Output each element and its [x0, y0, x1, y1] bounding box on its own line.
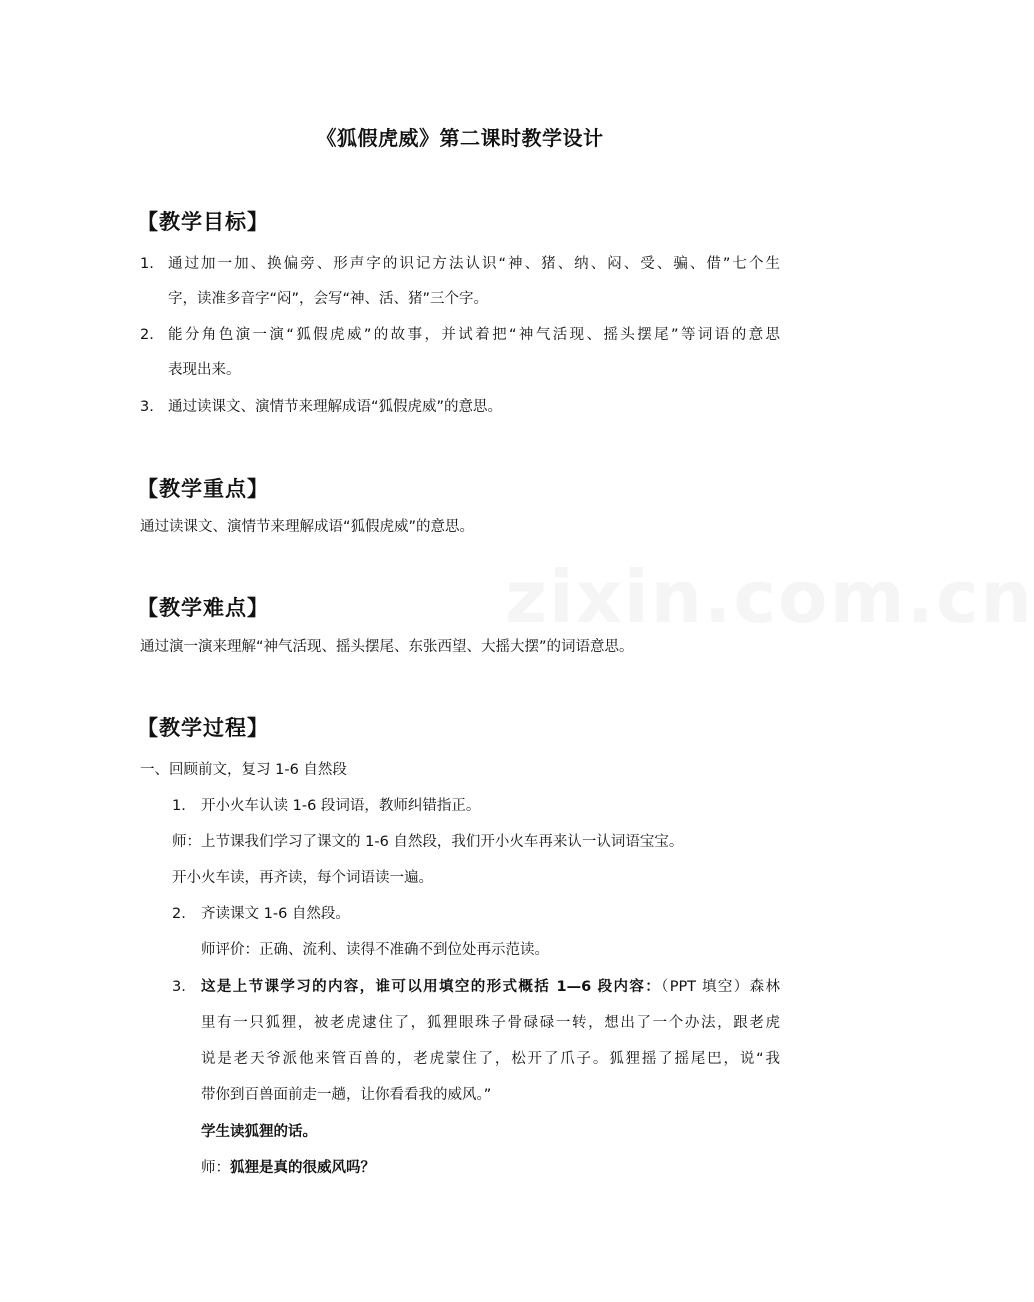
- difficulties-text: 通过演一演来理解“神气活现、摇头摆尾、东张西望、大摇大摆”的词语意思。: [140, 639, 634, 655]
- step-3-line-1: [201, 977, 780, 997]
- goal-3-number: 3.: [140, 399, 154, 415]
- step-3-line-2: 里有一只狐狸，被老虎逮住了，狐狸眼珠子骨碌碌一转，想出了一个办法，跟老虎: [201, 1015, 780, 1031]
- key-points-heading: 【教学重点】: [137, 477, 269, 501]
- student-read-line: 学生读狐狸的话。: [201, 1124, 317, 1140]
- goal-2-line-2: 表现出来。: [168, 362, 241, 378]
- goal-2-line-1: 能分角色演一演“狐假虎威”的故事，并试着把“神气活现、摇头摆尾”等词语的意思: [168, 327, 780, 343]
- goal-1-line-2: 字，读准多音字“闷”，会写“神、活、猪”三个字。: [168, 291, 489, 307]
- step-1-number: 1.: [172, 798, 186, 814]
- step-1-teacher-line: 师：上节课我们学习了课文的 1-6 自然段，我们开小火车再来认一认词语宝宝。: [172, 834, 684, 850]
- teacher-question-prefix: 师：: [201, 1160, 230, 1176]
- step-3-bold-prompt: 这是上节课学习的内容，谁可以用填空的形式概括 1—6 段内容：: [201, 979, 662, 995]
- teacher-question-line: [201, 1158, 375, 1178]
- step-1-note: 开小火车读，再齐读，每个词语读一遍。: [172, 870, 433, 886]
- goal-3-line-1: 通过读课文、演情节来理解成语“狐假虎威”的意思。: [168, 399, 503, 415]
- goal-1-number: 1.: [140, 256, 154, 272]
- step-2-evaluation: 师评价：正确、流利、读得不准确不到位处再示范读。: [201, 942, 549, 958]
- process-heading: 【教学过程】: [137, 716, 269, 740]
- key-points-text: 通过读课文、演情节来理解成语“狐假虎威”的意思。: [140, 519, 475, 535]
- goal-2-number: 2.: [140, 327, 154, 343]
- teacher-question: 狐狸是真的很威风吗？: [230, 1160, 375, 1176]
- step-3-line-3: 说是老天爷派他来管百兽的，老虎蒙住了，松开了爪子。狐狸摇了摇尾巴，说“我: [201, 1051, 780, 1067]
- step-3-line-4: 带你到百兽面前走一趟，让你看看我的威风。”: [201, 1087, 492, 1103]
- watermark: zixin.com.cn: [505, 555, 1034, 639]
- step-2-text: 齐读课文 1-6 自然段。: [201, 906, 350, 922]
- difficulties-heading: 【教学难点】: [137, 596, 269, 620]
- goals-heading: 【教学目标】: [137, 210, 269, 234]
- step-1-text: 开小火车认读 1-6 段词语，教师纠错指正。: [201, 798, 481, 814]
- document-title: 《狐假虎威》第二课时教学设计: [316, 126, 604, 150]
- goal-1-line-1: 通过加一加、换偏旁、形声字的识记方法认识“神、猪、纳、闷、受、骗、借”七个生: [168, 256, 780, 272]
- step-3-ppt-fill: （PPT 填空）森林: [661, 979, 780, 995]
- step-3-number: 3.: [172, 979, 186, 995]
- step-2-number: 2.: [172, 906, 186, 922]
- process-part-1-title: 一、回顾前文，复习 1-6 自然段: [140, 762, 347, 778]
